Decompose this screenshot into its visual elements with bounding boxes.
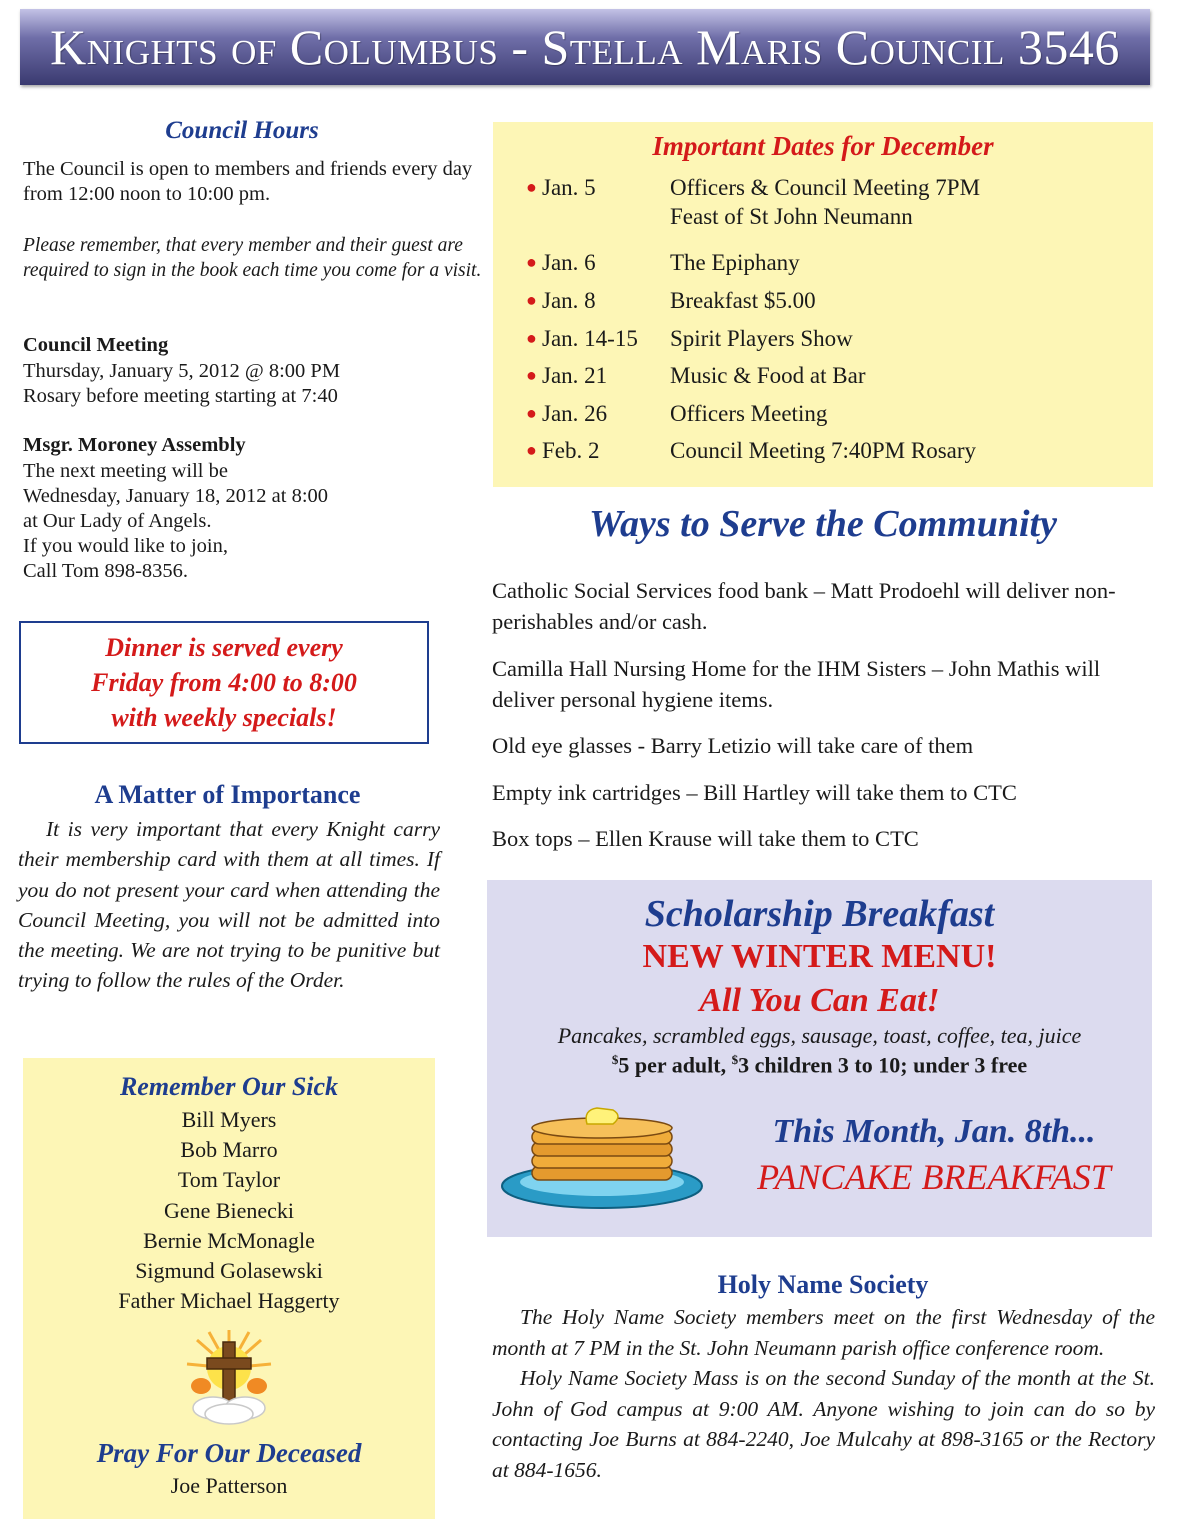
date-label: Jan. 21 [542, 363, 608, 388]
sick-name: Father Michael Haggerty [118, 1288, 340, 1314]
council-hours-text: The Council is open to members and friends every day from 12:00 noon to 10:00 pm. [23, 158, 473, 205]
holy-name-paragraph: Holy Name Society Mass is on the second Sunday of the month at the St. John of God campus at 9:00 AM. Anyone wishing to join can do so by contacting Joe Burns at 884-2240, Joe Mulcahy at 898-3165 or the Rectory at 884-1656. [492, 1366, 1155, 1482]
assembly-line: If you would like to join, [23, 535, 228, 557]
ways-title: Ways to Serve the Community [589, 503, 1057, 545]
importance-text [18, 814, 440, 996]
price-currency: $ [611, 1052, 619, 1067]
date-row [526, 173, 980, 202]
date-row [526, 436, 976, 465]
dates-panel [493, 122, 1153, 487]
event-label: Breakfast $5.00 [670, 288, 816, 313]
ways-item: Camilla Hall Nursing Home for the IHM Sisters – John Mathis will deliver personal hygiene items. [492, 655, 1101, 712]
header-banner [20, 9, 1150, 85]
deceased-title: Pray For Our Deceased [96, 1438, 362, 1468]
date-row [526, 361, 866, 390]
bullet-icon: ● [526, 290, 537, 310]
sick-name: Tom Taylor [177, 1167, 281, 1193]
ways-item: Catholic Social Services food bank – Matt Prodoehl will deliver non-perishables and/or cash. [492, 578, 1116, 634]
scholarship-panel [487, 880, 1152, 1237]
scholarship-menu: Pancakes, scrambled eggs, sausage, toast, coffee, tea, juice [557, 1023, 1082, 1048]
event-label: Officers & Council Meeting 7PM [670, 175, 981, 200]
dinner-line: with weekly specials! [111, 703, 337, 732]
date-row [526, 248, 800, 277]
holy-name-title: Holy Name Society [717, 1270, 929, 1299]
bullet-icon: ● [526, 252, 537, 272]
sick-name: Sigmund Golasewski [135, 1258, 323, 1284]
event-label: Music & Food at Bar [670, 363, 866, 388]
date-row [526, 324, 853, 353]
date-row [526, 286, 816, 315]
bullet-icon: ● [526, 440, 537, 460]
holy-name-paragraph: The Holy Name Society members meet on the first Wednesday of the month at 7 PM in the St. John Neumann parish office conference room. [492, 1305, 1155, 1360]
event-label: Council Meeting 7:40PM Rosary [670, 438, 977, 463]
date-row [526, 399, 827, 428]
dates-title: Important Dates for December [652, 131, 994, 161]
bullet-icon: ● [526, 328, 537, 348]
scholarship-price [487, 1052, 1152, 1078]
deceased-name: Joe Patterson [170, 1473, 288, 1498]
council-hours-note: Please remember, that every member and their guest are required to sign in the book each time you come for a visit. [23, 235, 482, 281]
council-meeting-line: Rosary before meeting starting at 7:40 [23, 385, 338, 407]
page-title: Knights of Columbus - Stella Maris Council 3546 [50, 19, 1120, 75]
dinner-line: Dinner is served every [105, 633, 343, 662]
date-label: Feb. 2 [542, 438, 600, 463]
event-label: Officers Meeting [670, 401, 828, 426]
sick-name: Gene Bienecki [163, 1197, 295, 1223]
importance-body: It is very important that every Knight carry their membership card with them at all times. If you do not present your card when attending the Council Meeting, you will not be admitted into the meeting. We are not trying to be punitive but trying to follow the rules of the Order. [18, 817, 440, 993]
date-row-continuation [526, 202, 913, 231]
sick-panel [23, 1058, 435, 1519]
scholarship-subtitle: NEW WINTER MENU! [642, 938, 997, 975]
bullet-icon: ● [526, 403, 537, 423]
event-label: The Epiphany [670, 250, 800, 275]
sick-list [23, 1105, 435, 1316]
event-label: Feast of St John Neumann [670, 204, 913, 229]
council-hours-title: Council Hours [165, 117, 319, 144]
date-label: Jan. 8 [542, 288, 596, 313]
ways-item: Old eye glasses - Barry Letizio will take care of them [492, 733, 974, 758]
council-meeting-heading: Council Meeting [23, 334, 169, 356]
ways-list [492, 575, 1162, 870]
assembly-line: at Our Lady of Angels. [23, 510, 212, 532]
sick-name: Bob Marro [180, 1137, 278, 1163]
date-label: Jan. 26 [542, 401, 608, 426]
assembly-line: Wednesday, January 18, 2012 at 8:00 [23, 485, 329, 507]
assembly-line: Call Tom 898-8356. [23, 560, 189, 582]
date-label: Jan. 5 [542, 175, 596, 200]
scholarship-subtitle2: All You Can Eat! [699, 982, 940, 1019]
scholarship-pancake-line: PANCAKE BREAKFAST [757, 1157, 1111, 1197]
importance-title: A Matter of Importance [94, 780, 361, 809]
holy-name-text [492, 1302, 1155, 1485]
price-adult: 5 per adult, [618, 1052, 732, 1078]
dinner-line: Friday from 4:00 to 8:00 [91, 668, 357, 697]
scholarship-title: Scholarship Breakfast [644, 893, 995, 935]
assembly-heading: Msgr. Moroney Assembly [23, 434, 246, 456]
date-label: Jan. 6 [542, 250, 596, 275]
bullet-icon: ● [526, 365, 537, 385]
ways-item: Empty ink cartridges – Bill Hartley will take them to CTC [492, 779, 1017, 805]
price-currency: $ [731, 1052, 739, 1067]
scholarship-month: This Month, Jan. 8th... [772, 1113, 1096, 1150]
council-meeting-line: Thursday, January 5, 2012 @ 8:00 PM [23, 360, 341, 382]
dinner-box [19, 621, 429, 744]
bullet-icon: ● [526, 177, 537, 197]
cross-icon [183, 1328, 275, 1426]
sick-name: Bernie McMonagle [143, 1227, 315, 1253]
sick-name: Bill Myers [181, 1107, 277, 1132]
pancake-icon [499, 1098, 705, 1210]
ways-item: Box tops – Ellen Krause will take them to CTC [492, 826, 919, 851]
event-label: Spirit Players Show [670, 326, 853, 351]
date-label: Jan. 14-15 [542, 326, 638, 351]
assembly-line: The next meeting will be [23, 460, 228, 482]
sick-title: Remember Our Sick [119, 1072, 339, 1101]
price-children: 3 children 3 to 10; under 3 free [738, 1052, 1028, 1078]
